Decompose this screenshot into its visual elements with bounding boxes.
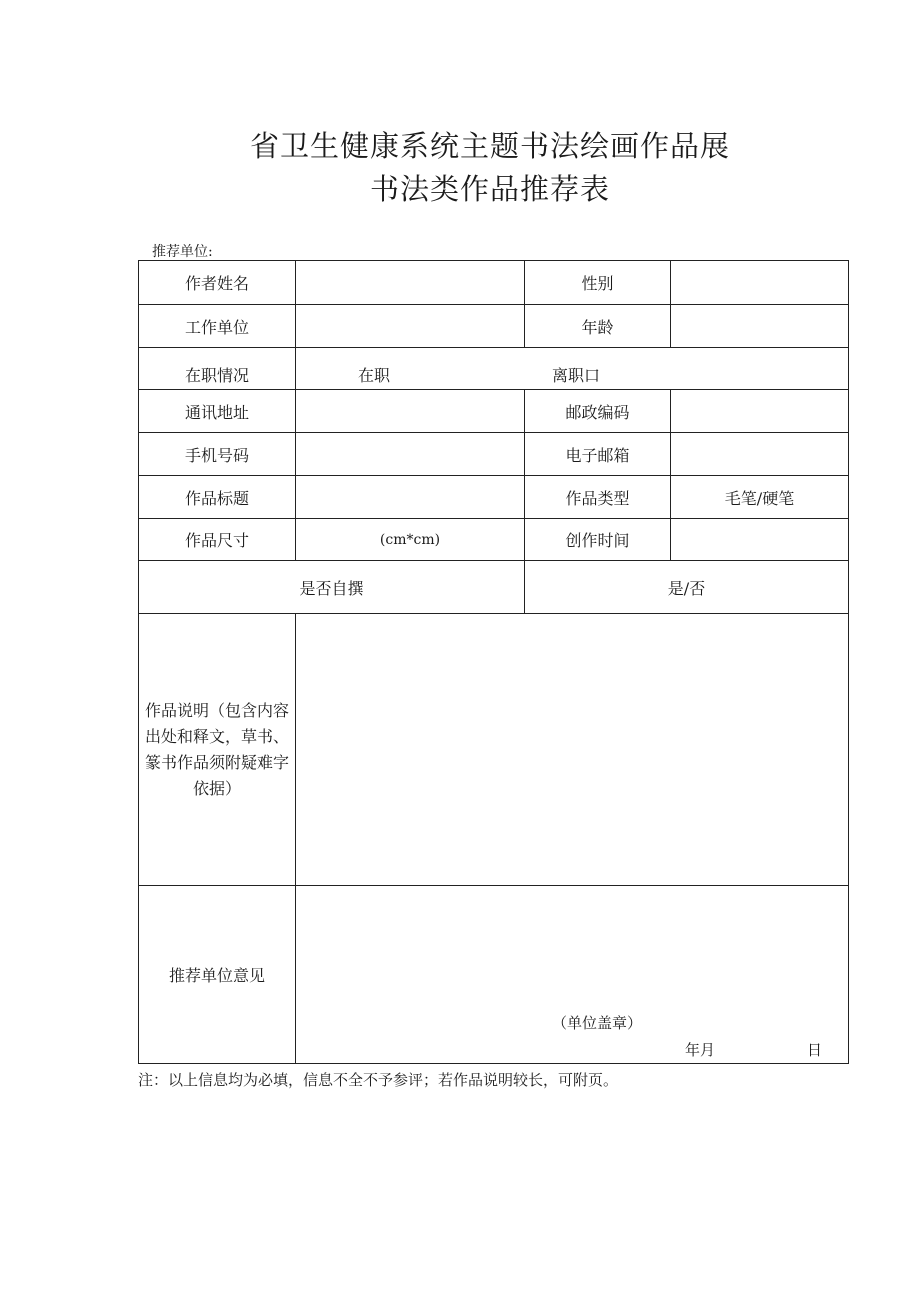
row-employment <box>139 348 849 390</box>
opinion-label: 推荐单位意见 <box>139 886 296 1064</box>
employment-status-options <box>296 348 849 390</box>
gender-label: 性别 <box>525 261 671 305</box>
postcode-label: 邮政编码 <box>525 390 671 433</box>
work-title-field[interactable] <box>296 476 525 519</box>
address-label: 通讯地址 <box>139 390 296 433</box>
phone-field[interactable] <box>296 433 525 476</box>
seal-text: （单位盖章） <box>551 1013 642 1032</box>
footer-note: 注：以上信息均为必填，信息不全不予参评；若作品说明较长，可附页。 <box>138 1071 619 1089</box>
date-day: 日 <box>806 1040 822 1059</box>
work-type-field[interactable]: 毛笔/硬笔 <box>671 476 849 519</box>
row-work-unit <box>139 305 849 348</box>
author-name-label: 作者姓名 <box>139 261 296 305</box>
postcode-field[interactable] <box>671 390 849 433</box>
address-field[interactable] <box>296 390 525 433</box>
description-label: 作品说明（包含内容出处和释文，草书、篆书作品须附疑难字依据） <box>144 700 289 798</box>
work-size-field[interactable]: (cm*cm) <box>296 519 525 561</box>
employment-option-active[interactable]: 在职 <box>358 366 391 385</box>
row-author <box>139 261 849 305</box>
row-work-title <box>139 476 849 519</box>
self-composed-field[interactable]: 是/否 <box>525 561 849 614</box>
work-unit-field[interactable] <box>296 305 525 348</box>
description-label-cell <box>139 614 296 886</box>
row-work-size <box>139 519 849 561</box>
row-address <box>139 390 849 433</box>
row-opinion <box>139 886 849 1064</box>
description-field[interactable] <box>296 614 849 886</box>
gender-field[interactable] <box>671 261 849 305</box>
recommendation-form-table <box>138 260 849 1064</box>
row-contact <box>139 433 849 476</box>
creation-time-field[interactable] <box>671 519 849 561</box>
work-size-label: 作品尺寸 <box>139 519 296 561</box>
work-type-label: 作品类型 <box>525 476 671 519</box>
creation-time-label: 创作时间 <box>525 519 671 561</box>
age-field[interactable] <box>671 305 849 348</box>
phone-label: 手机号码 <box>139 433 296 476</box>
self-composed-label: 是否自撰 <box>139 561 525 614</box>
age-label: 年龄 <box>525 305 671 348</box>
employment-option-retired[interactable]: 离职口 <box>552 366 601 385</box>
opinion-field[interactable] <box>296 886 849 1064</box>
form-title-line1: 省卫生健康系统主题书法绘画作品展 <box>249 129 730 163</box>
row-description <box>139 614 849 886</box>
date-line <box>685 1039 822 1060</box>
recommending-unit-label: 推荐单位: <box>152 244 213 260</box>
form-title-line2: 书法类作品推荐表 <box>369 172 610 206</box>
date-year-month: 年月 <box>684 1040 715 1059</box>
email-label: 电子邮箱 <box>525 433 671 476</box>
employment-status-label: 在职情况 <box>139 348 296 390</box>
author-name-field[interactable] <box>296 261 525 305</box>
email-field[interactable] <box>671 433 849 476</box>
row-self-composed <box>139 561 849 614</box>
work-unit-label: 工作单位 <box>139 305 296 348</box>
work-title-label: 作品标题 <box>139 476 296 519</box>
